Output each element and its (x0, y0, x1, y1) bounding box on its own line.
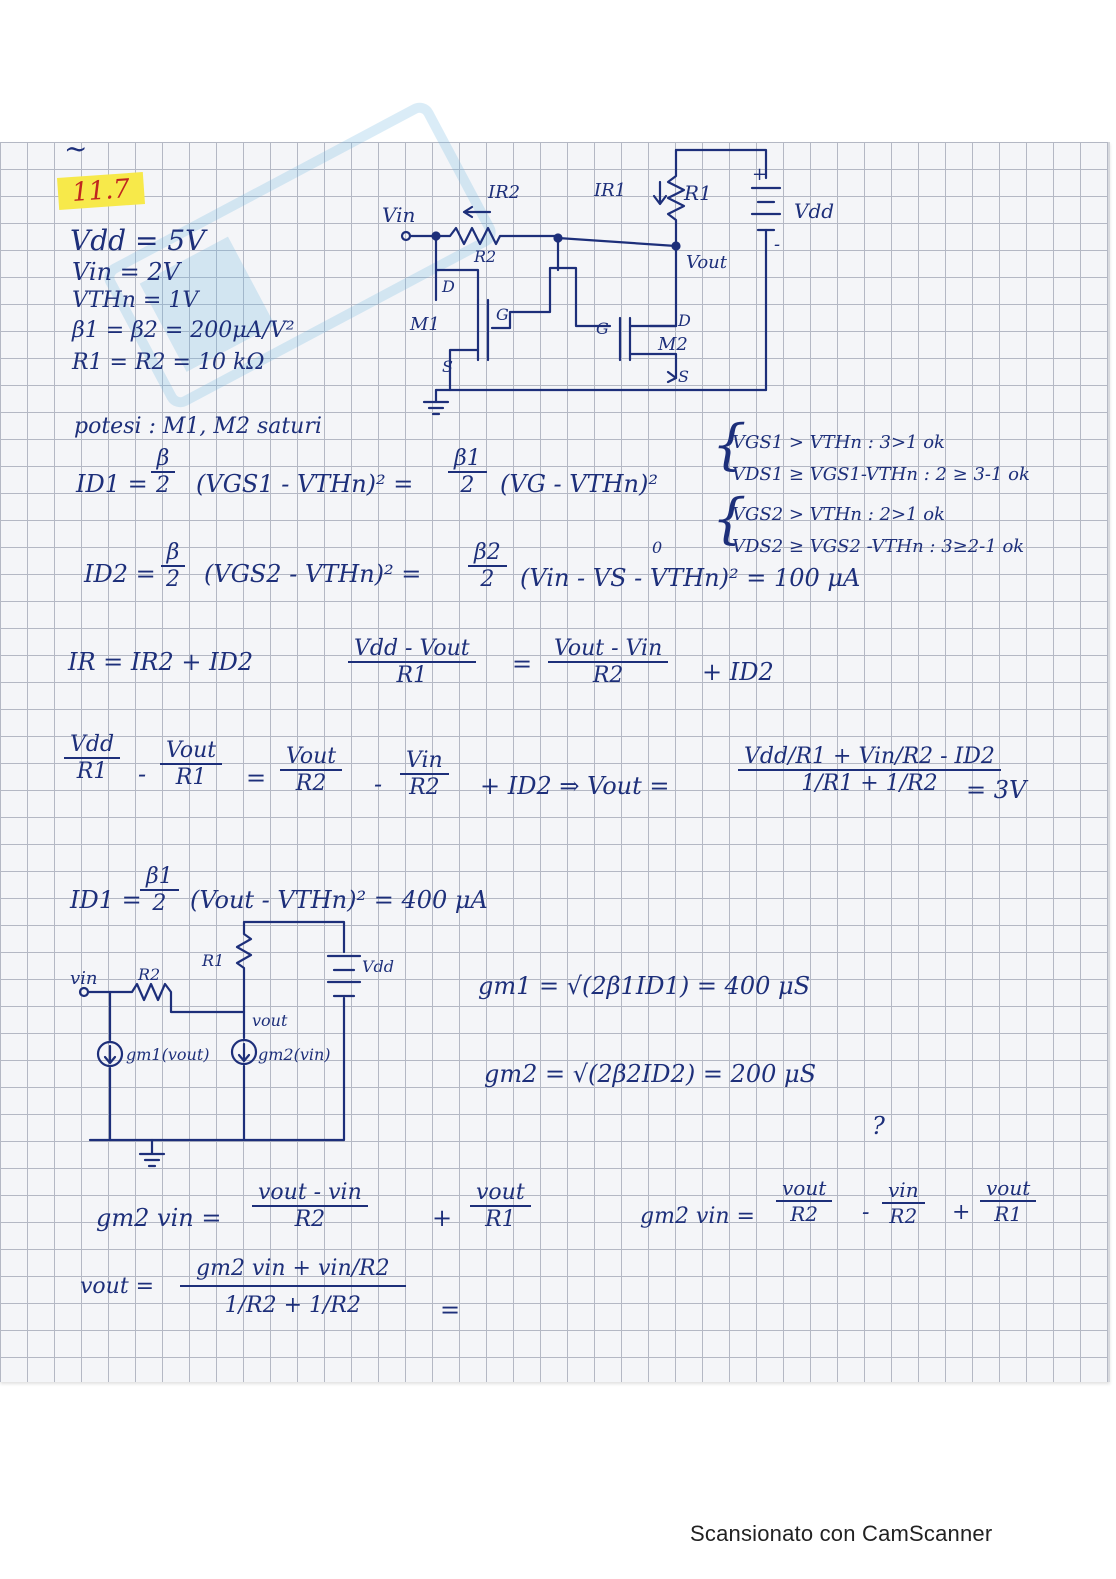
c2-r1-label: R1 (202, 951, 225, 970)
kcl-right-frac3-num: vout (980, 1176, 1036, 1202)
eq-vout-minus1: - (138, 760, 147, 788)
c1-g1-label: G (496, 305, 509, 324)
eq-id2-lhs: ID2 = (84, 560, 156, 588)
eq-id1-frac2 (448, 446, 487, 498)
eq-id2-frac1-den: 2 (166, 567, 180, 592)
kcl-left-lhs: gm2 vin = (96, 1204, 222, 1232)
eq-id1-lhs: ID1 = (76, 470, 148, 498)
eq-vout-c-num: Vout (280, 744, 342, 771)
c1-vin-label: Vin (382, 203, 416, 227)
c1-ir1-label: IR1 (594, 180, 627, 201)
kcl-right-lhs: gm2 vin = (640, 1204, 755, 1229)
eq-id1val-rhs: (Vout - VTHn)² = 400 μA (190, 886, 488, 914)
kcl-right-frac2-num: vin (882, 1178, 925, 1204)
param-beta: β1 = β2 = 200μA/V² (72, 318, 295, 343)
c1-r1-label: R1 (684, 181, 712, 205)
c1-plus-label: + (752, 164, 768, 185)
kcl-right-frac2-den: R2 (889, 1204, 918, 1228)
eq-vout-b (160, 738, 222, 790)
c1-vout-label: Vout (686, 252, 728, 273)
brace-1: { (712, 413, 747, 476)
param-r: R1 = R2 = 10 kΩ (72, 350, 265, 375)
kcl-right-minus: - (862, 1200, 870, 1225)
c1-d1-label: D (442, 277, 455, 296)
check-vds2: VDS2 ≥ VGS2 -VTHn : 3≥2-1 ok (732, 536, 1025, 557)
eq-vout-result: = 3V (966, 776, 1027, 804)
eq-id1-frac2-num: β1 (448, 446, 487, 473)
eq-ir-frac2-den: R2 (592, 663, 624, 688)
eq-vout-b-den: R1 (175, 765, 207, 790)
eq-vout-a-den: R1 (76, 759, 108, 784)
eq-ir-eq: = (512, 650, 533, 678)
c1-ir2-label: IR2 (488, 182, 521, 203)
eq-vout-c (280, 744, 342, 796)
param-vin: Vin = 2V (72, 258, 181, 286)
kcl-left-frac2-den: R1 (485, 1207, 516, 1232)
c1-vdd-label: Vdd (794, 199, 835, 223)
eq-vout-a (64, 732, 120, 784)
eq-ir-frac2-num: Vout - Vin (548, 636, 668, 663)
kcl-right-frac1-den: R2 (790, 1202, 819, 1226)
c1-r2-label: R2 (474, 247, 497, 266)
eq-vout-eq: = (246, 764, 267, 792)
eq-id2-frac2-num: β2 (468, 540, 507, 567)
kcl-right-frac1 (776, 1176, 832, 1226)
param-vth: VTHn = 1V (72, 288, 199, 313)
eq-id2-zero: 0 (652, 538, 663, 557)
eq-id2-frac2-den: 2 (480, 567, 495, 592)
eq-id2-frac1 (160, 540, 186, 592)
top-mark: ~ (64, 132, 88, 165)
c1-d2-label: D (678, 311, 691, 330)
eq-vout-b-num: Vout (160, 738, 222, 765)
eq-vout-big (738, 744, 1001, 796)
brace-2: { (712, 487, 747, 550)
kcl-right-frac2 (882, 1178, 925, 1228)
kcl-right-frac3-den: R1 (994, 1202, 1023, 1226)
eq-vout-big-num: Vdd/R1 + Vin/R2 - ID2 (738, 744, 1001, 771)
kcl-right-frac1-num: vout (776, 1176, 832, 1202)
eq-ir-frac1 (348, 636, 476, 688)
final-frac (180, 1252, 406, 1324)
eq-ir-tail: + ID2 (702, 658, 774, 686)
final-frac-num: gm2 vin + vin/R2 (180, 1252, 406, 1287)
kcl-left-plus: + (432, 1204, 453, 1232)
eq-ir-frac1-den: R1 (396, 663, 428, 688)
scanner-footer: Scansionato con CamScanner (690, 1521, 993, 1546)
final-lhs: vout = (80, 1274, 155, 1299)
small-signal-circuit (66, 918, 395, 1178)
kcl-left-frac2-num: vout (470, 1180, 531, 1207)
c2-r2-label: R2 (138, 965, 161, 984)
kcl-left-frac1-num: vout - vin (252, 1180, 368, 1207)
final-frac-den: 1/R2 + 1/R2 (224, 1293, 361, 1318)
c1-s1-label: S (442, 357, 453, 376)
c2-gen2-label: gm2(vin) (258, 1045, 331, 1064)
eq-id1-frac1-den: 2 (156, 473, 170, 498)
eq-id1val-frac-num: β1 (140, 864, 179, 891)
c2-vdd-label: Vdd (362, 957, 395, 976)
eq-vout-d-num: Vin (400, 748, 449, 775)
eq-id1-mid: (VGS1 - VTHn)² = (196, 470, 414, 498)
check-vgs2: VGS2 > VTHn : 2>1 ok (732, 504, 945, 525)
c2-vin-label: vin (70, 968, 98, 989)
question-mark: ? (872, 1112, 885, 1140)
eq-ir-frac1-num: Vdd - Vout (348, 636, 476, 663)
eq-vout-c-den: R2 (295, 771, 327, 796)
check-vgs1: VGS1 > VTHn : 3>1 ok (732, 432, 945, 453)
c2-vout-label: vout (252, 1011, 288, 1030)
eq-id1val-frac-den: 2 (152, 891, 167, 916)
eq-id2-mid: (VGS2 - VTHn)² = (204, 560, 422, 588)
kcl-right-frac3 (980, 1176, 1036, 1226)
eq-id2-frac2 (468, 540, 507, 592)
kcl-left-frac2 (470, 1180, 531, 1232)
c1-minus-label: - (774, 234, 781, 255)
eq-id1val-lhs: ID1 = (70, 886, 142, 914)
c1-s2-label: S (678, 367, 689, 386)
c1-g2-label: G (596, 319, 609, 338)
check-vds1: VDS1 ≥ VGS1-VTHn : 2 ≥ 3-1 ok (732, 464, 1030, 485)
exercise-number: 11.7 (57, 172, 145, 210)
gm2-equation: gm2 = √(2β2ID2) = 200 μS (484, 1060, 817, 1088)
eq-vout-a-num: Vdd (64, 732, 120, 759)
kcl-left-frac1 (252, 1180, 368, 1232)
c2-gen1-label: gm1(vout) (126, 1045, 210, 1064)
kcl-left-frac1-den: R2 (294, 1207, 326, 1232)
eq-vout-big-den: 1/R1 + 1/R2 (801, 771, 938, 796)
eq-vout-plus-id: + ID2 ⇒ Vout = (480, 772, 670, 800)
c1-m1-label: M1 (410, 314, 440, 335)
eq-vout-d-den: R2 (409, 775, 440, 800)
hypothesis: potesi : M1, M2 saturi (74, 414, 322, 439)
gm1-equation: gm1 = √(2β1ID1) = 400 μS (478, 972, 811, 1000)
final-eq: = (440, 1296, 461, 1324)
eq-vout-minus2: - (374, 770, 383, 798)
eq-id1-frac1 (150, 446, 176, 498)
eq-id1val-frac (140, 864, 179, 916)
eq-id2-rhs: (Vin - VS - VTHn)² = 100 μA (520, 564, 861, 592)
eq-ir-frac2 (548, 636, 668, 688)
circuit-schematic (380, 150, 860, 420)
eq-id1-rhs: (VG - VTHn)² (500, 470, 658, 498)
eq-id1-frac1-num: β (151, 446, 176, 473)
eq-vout-d (400, 748, 449, 800)
kcl-right-plus: + (952, 1200, 971, 1225)
c1-m2-label: M2 (658, 334, 688, 355)
eq-id1-frac2-den: 2 (460, 473, 475, 498)
eq-id2-frac1-num: β (161, 540, 186, 567)
eq-ir-lhs: IR = IR2 + ID2 (68, 648, 254, 676)
param-vdd: Vdd = 5V (70, 224, 206, 257)
